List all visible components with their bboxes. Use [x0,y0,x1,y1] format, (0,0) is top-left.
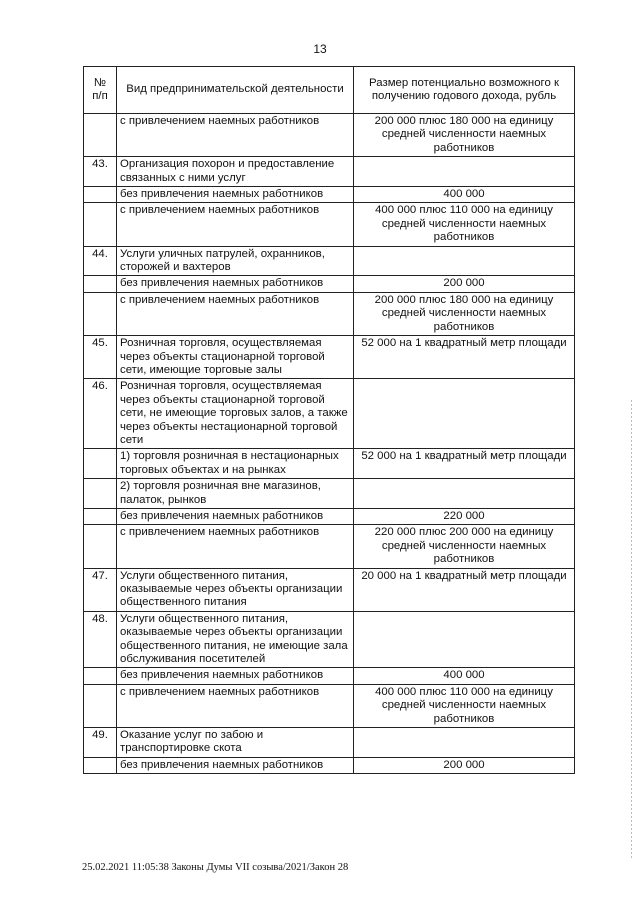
activity-cell: без привлечения наемных работников [117,757,354,773]
table-row [84,508,575,524]
row-number: 45. [84,336,117,379]
activity-cell: Оказание услуг по забою и транспортировке скота [117,728,354,758]
row-number [84,525,117,568]
table-row [84,292,575,335]
activity-cell: без привлечения наемных работников [117,276,354,292]
table-body [84,114,575,774]
table-row [84,379,575,449]
header-activity: Вид предпринимательской деятельности [117,67,354,114]
table-row [84,525,575,568]
income-size-cell: 220 000 плюс 200 000 на единицу средней численности наемных работников [354,525,575,568]
income-size-cell: 200 000 [354,276,575,292]
income-size-cell [354,479,575,509]
row-number [84,757,117,773]
income-size-cell: 52 000 на 1 квадратный метр площади [354,449,575,479]
income-size-cell: 220 000 [354,508,575,524]
page-number: 13 [313,42,327,56]
row-number [84,684,117,727]
activity-cell: 2) торговля розничная вне магазинов, палаток, рынков [117,479,354,509]
activity-cell: с привлечением наемных работников [117,684,354,727]
footer-stamp: 25.02.2021 11:05:38 Законы Думы VII созыва/2021/Закон 28 [82,862,349,873]
income-size-cell: 400 000 [354,187,575,203]
income-size-cell: 400 000 [354,668,575,684]
row-number [84,668,117,684]
activity-cell: Розничная торговля, осуществляемая через объекты стационарной торговой сети, имеющие торговые залы [117,336,354,379]
income-size-cell: 200 000 плюс 180 000 на единицу средней численности наемных работников [354,292,575,335]
table-row [84,684,575,727]
income-size-cell: 20 000 на 1 квадратный метр площади [354,568,575,611]
row-number: 46. [84,379,117,449]
header-size: Размер потенциально возможного к получению годового дохода, рубль [354,67,575,114]
activity-cell: без привлечения наемных работников [117,187,354,203]
table-header-row [84,67,575,114]
income-size-cell: 52 000 на 1 квадратный метр площади [354,336,575,379]
table-row [84,728,575,758]
table-row [84,479,575,509]
activity-cell: Услуги общественного питания, оказываемые через объекты организации общественного питания [117,568,354,611]
scan-edge-line [631,400,632,860]
activity-cell: Организация похорон и предоставление связанных с ними услуг [117,157,354,187]
table-row [84,449,575,479]
row-number: 43. [84,157,117,187]
activity-cell: Услуги общественного питания, оказываемые через объекты организации общественного питания, не имеющие зала обслуживания посетителей [117,611,354,668]
table-row [84,157,575,187]
table-row [84,336,575,379]
row-number [84,203,117,246]
income-size-cell [354,246,575,276]
row-number [84,276,117,292]
activity-cell: с привлечением наемных работников [117,114,354,157]
activity-cell: с привлечением наемных работников [117,203,354,246]
income-size-cell [354,611,575,668]
row-number [84,508,117,524]
activity-cell: Услуги уличных патрулей, охранников, сторожей и вахтеров [117,246,354,276]
activity-cell: Розничная торговля, осуществляемая через объекты стационарной торговой сети, не имеющие торговых залов, а также через объекты нестационарной торговой сети [117,379,354,449]
income-size-cell [354,728,575,758]
row-number: 47. [84,568,117,611]
table-row [84,568,575,611]
income-size-cell: 200 000 [354,757,575,773]
table-row [84,203,575,246]
table-row [84,114,575,157]
activity-cell: 1) торговля розничная в нестационарных торговых объектах и на рынках [117,449,354,479]
row-number: 48. [84,611,117,668]
row-number: 44. [84,246,117,276]
income-size-cell [354,157,575,187]
table-row [84,757,575,773]
row-number [84,114,117,157]
row-number [84,449,117,479]
table-row [84,611,575,668]
row-number [84,292,117,335]
activity-cell: без привлечения наемных работников [117,508,354,524]
activity-cell: без привлечения наемных работников [117,668,354,684]
income-size-cell: 400 000 плюс 110 000 на единицу средней численности наемных работников [354,684,575,727]
activity-cell: с привлечением наемных работников [117,525,354,568]
row-number [84,187,117,203]
table-row [84,276,575,292]
table-row [84,246,575,276]
header-num: № п/п [84,67,117,114]
row-number: 49. [84,728,117,758]
income-size-cell: 200 000 плюс 180 000 на единицу средней численности наемных работников [354,114,575,157]
income-size-cell: 400 000 плюс 110 000 на единицу средней численности наемных работников [354,203,575,246]
activity-cell: с привлечением наемных работников [117,292,354,335]
table-row [84,668,575,684]
income-table [83,66,575,774]
row-number [84,479,117,509]
table-row [84,187,575,203]
income-size-cell [354,379,575,449]
